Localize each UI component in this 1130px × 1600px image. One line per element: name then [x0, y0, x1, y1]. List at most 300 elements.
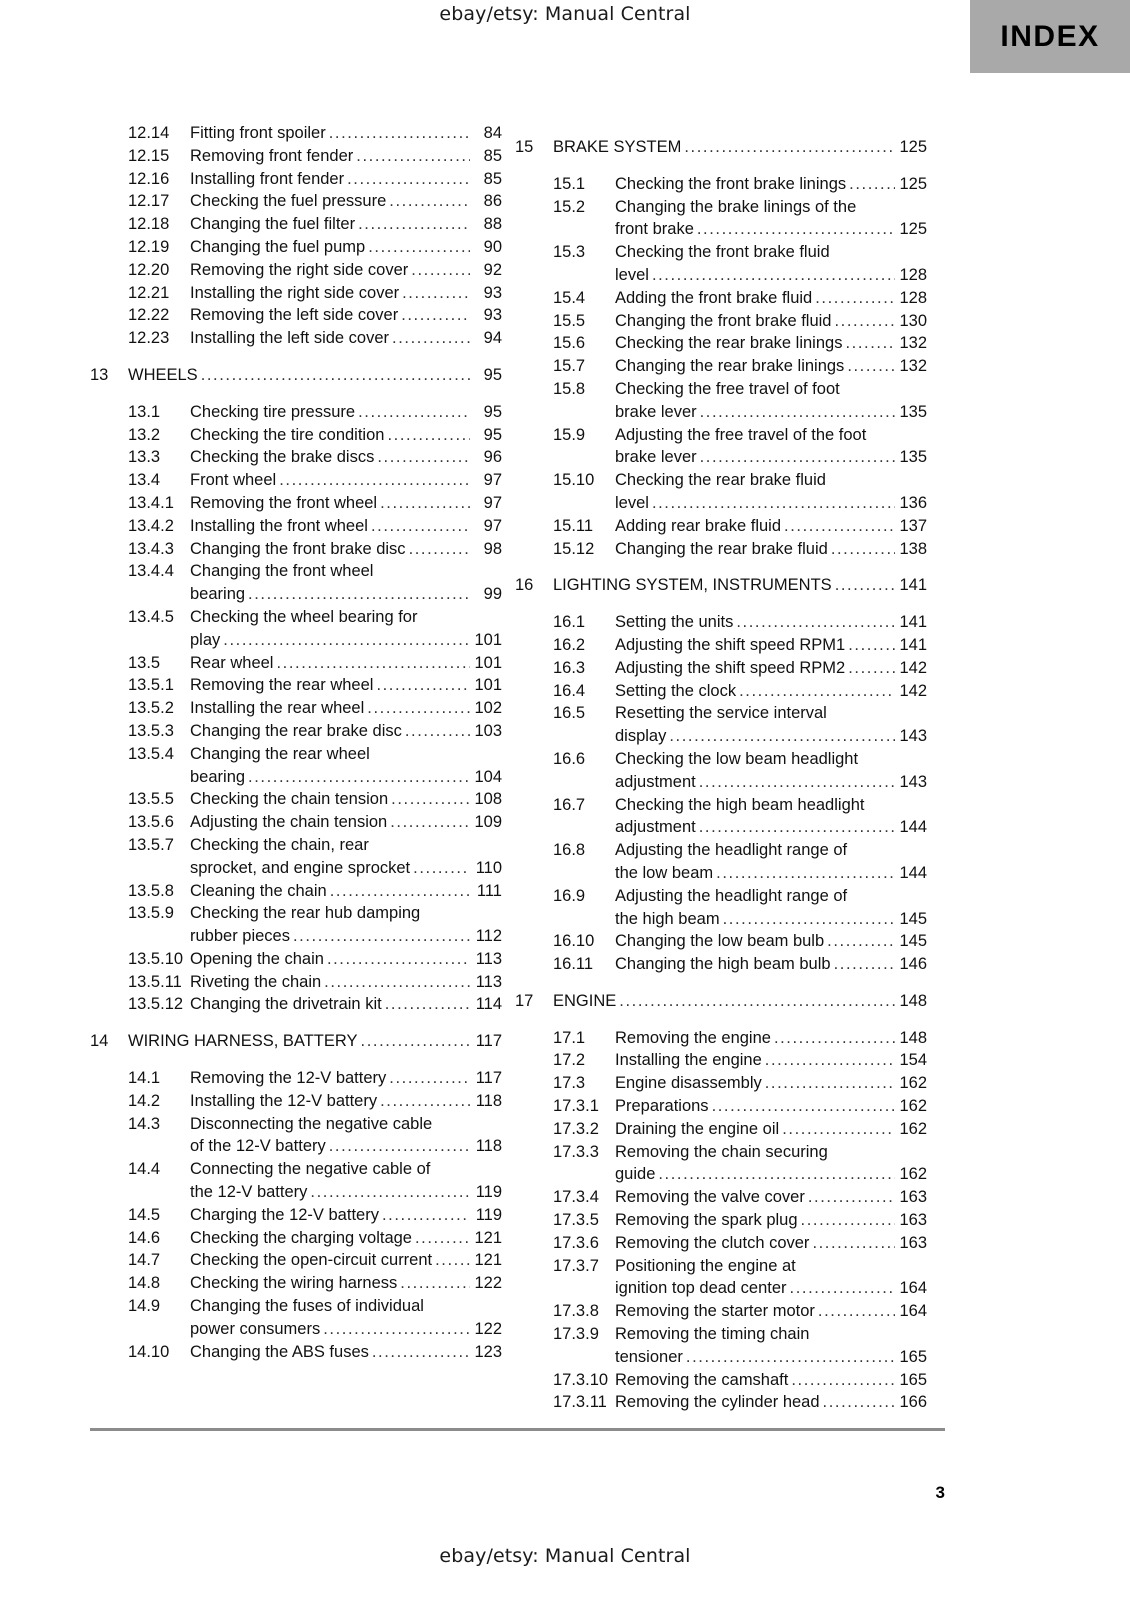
toc-entry-line — [615, 492, 927, 515]
toc-entry-title-block — [615, 1369, 927, 1392]
toc-entry-page: 113 — [475, 972, 502, 991]
toc-entry[interactable] — [90, 1341, 502, 1364]
toc-entry[interactable] — [515, 1232, 927, 1255]
toc-entry-number: 15.2 — [553, 197, 586, 216]
toc-entry[interactable] — [90, 469, 502, 492]
toc-entry-number: 16.6 — [553, 749, 586, 768]
toc-entry[interactable] — [515, 310, 927, 333]
toc-entry-title-block — [615, 794, 927, 840]
toc-entry[interactable] — [515, 990, 927, 1013]
toc-leader-dots — [248, 583, 470, 606]
toc-entry-page: 88 — [483, 215, 502, 234]
toc-entry-title: Changing the front brake fluid — [615, 311, 832, 330]
toc-entry-lines — [615, 1369, 927, 1392]
toc-entry-title: Removing the cylinder head — [615, 1393, 820, 1412]
toc-entry[interactable] — [515, 839, 927, 885]
toc-entry-page: 108 — [474, 790, 502, 809]
toc-entry-line — [190, 424, 502, 447]
toc-entry[interactable] — [515, 287, 927, 310]
toc-entry-lines — [615, 1300, 927, 1323]
toc-entry-lines — [615, 1255, 927, 1301]
toc-leader-dots — [368, 236, 470, 259]
toc-entry[interactable] — [90, 993, 502, 1016]
toc-entry-title: Changing the ABS fuses — [190, 1342, 369, 1361]
toc-entry-lines — [190, 697, 502, 720]
toc-entry-line — [190, 1181, 502, 1204]
toc-entry[interactable] — [90, 743, 502, 789]
toc-entry-title: Opening the chain — [190, 949, 324, 968]
toc-entry[interactable] — [90, 971, 502, 994]
toc-entry[interactable] — [90, 1158, 502, 1204]
toc-entry-lines — [190, 190, 502, 213]
toc-entry[interactable] — [90, 1295, 502, 1341]
toc-entry-title: Removing the timing chain — [615, 1325, 810, 1344]
toc-leader-dots — [324, 971, 470, 994]
toc-entry[interactable] — [515, 173, 927, 196]
toc-entry-number: 14.6 — [128, 1228, 161, 1247]
toc-entry-title: play — [190, 630, 221, 649]
toc-entry-title-block — [615, 1118, 927, 1141]
toc-entry-title: Changing the fuel pump — [190, 237, 366, 256]
toc-entry-number: 13.5.6 — [128, 813, 174, 832]
toc-entry-title: Adjusting the headlight range of — [615, 886, 848, 905]
toc-entry[interactable] — [90, 1204, 502, 1227]
toc-entry-number: 12.21 — [128, 283, 170, 302]
toc-entry-title: Setting the units — [615, 613, 734, 632]
toc-entry[interactable] — [90, 834, 502, 880]
toc-entry-title: Checking tire pressure — [190, 402, 356, 421]
toc-entry-lines — [190, 168, 502, 191]
toc-leader-dots — [784, 515, 895, 538]
toc-entry-lines — [615, 1049, 927, 1072]
toc-entry-title: Installing the rear wheel — [190, 699, 365, 718]
toc-leader-dots — [849, 173, 895, 196]
toc-entry-number: 17.3.5 — [553, 1211, 599, 1230]
toc-leader-dots — [361, 1030, 470, 1053]
toc-entry[interactable] — [515, 196, 927, 242]
toc-entry-number: 13.5.9 — [128, 904, 174, 923]
toc-entry[interactable] — [90, 606, 502, 652]
toc-leader-dots — [358, 213, 470, 236]
toc-entry[interactable] — [90, 1067, 502, 1090]
toc-entry-lines — [615, 1209, 927, 1232]
toc-entry-lines — [190, 902, 502, 948]
toc-leader-dots — [669, 725, 895, 748]
toc-entry-line — [190, 1341, 502, 1364]
toc-entry-number: 13.5.2 — [128, 699, 174, 718]
toc-entry-title-block — [615, 702, 927, 748]
toc-entry[interactable] — [90, 282, 502, 305]
toc-entry-title-block — [190, 993, 502, 1016]
toc-leader-dots — [405, 720, 470, 743]
toc-entry[interactable] — [90, 811, 502, 834]
toc-entry-title-block — [190, 446, 502, 469]
toc-entry-page: 145 — [899, 909, 927, 928]
toc-entry-line — [190, 145, 502, 168]
toc-entry[interactable] — [515, 332, 927, 355]
toc-entry-title: tensioner — [615, 1347, 683, 1366]
toc-entry-title: Checking the brake discs — [190, 448, 375, 467]
toc-entry-title: Changing the fuses of individual — [190, 1297, 424, 1316]
toc-leader-dots — [827, 930, 895, 953]
toc-entry-number: 16.1 — [553, 613, 586, 632]
toc-entry-line — [615, 725, 927, 748]
toc-entry-number: 14.7 — [128, 1251, 161, 1270]
toc-entry-line — [615, 657, 927, 680]
toc-entry-title-block — [615, 1391, 927, 1414]
toc-entry-line — [190, 606, 502, 629]
toc-entry-number: 15.11 — [553, 516, 594, 535]
toc-entry-page: 132 — [899, 334, 927, 353]
toc-entry-line — [615, 1323, 927, 1346]
toc-entry-lines — [190, 971, 502, 994]
toc-entry-title: Fitting front spoiler — [190, 124, 326, 142]
toc-entry-line — [615, 885, 927, 908]
toc-entry-title: rubber pieces — [190, 927, 290, 946]
toc-entry-title: adjustment — [615, 772, 696, 791]
toc-entry[interactable] — [515, 1049, 927, 1072]
toc-leader-dots — [736, 611, 895, 634]
toc-entry-lines — [190, 720, 502, 743]
toc-entry-title: Changing the high beam bulb — [615, 955, 831, 974]
toc-entry[interactable] — [90, 1113, 502, 1159]
toc-entry-number: 16.5 — [553, 704, 586, 723]
toc-entry-title-block — [615, 1141, 927, 1187]
toc-entry-line — [190, 122, 502, 145]
toc-entry[interactable] — [515, 611, 927, 634]
toc-entry-number: 17.3 — [553, 1074, 586, 1093]
toc-entry-page: 99 — [483, 585, 502, 604]
toc-entry[interactable] — [515, 1209, 927, 1232]
toc-entry-title-block — [615, 196, 927, 242]
toc-entry-line — [615, 241, 927, 264]
toc-entry-title: Changing the rear brake fluid — [615, 539, 828, 558]
toc-leader-dots — [387, 424, 470, 447]
toc-entry[interactable] — [515, 241, 927, 287]
toc-entry[interactable] — [515, 748, 927, 794]
toc-entry-lines — [615, 241, 927, 287]
toc-entry[interactable] — [90, 515, 502, 538]
toc-entry[interactable] — [515, 1391, 927, 1414]
toc-entry[interactable] — [515, 355, 927, 378]
toc-entry-number: 12.15 — [128, 146, 170, 165]
toc-entry[interactable] — [90, 652, 502, 675]
toc-entry[interactable] — [90, 948, 502, 971]
toc-leader-dots — [619, 990, 895, 1013]
toc-entry[interactable] — [90, 880, 502, 903]
toc-entry[interactable] — [515, 657, 927, 680]
toc-entry[interactable] — [515, 1300, 927, 1323]
toc-entry-number: 15.4 — [553, 288, 586, 307]
toc-entry[interactable] — [515, 702, 927, 748]
toc-entry[interactable] — [515, 794, 927, 840]
toc-entry-number: 16.2 — [553, 635, 586, 654]
toc-entry-title: Changing the low beam bulb — [615, 932, 825, 951]
toc-entry-line — [615, 1027, 927, 1050]
toc-entry-number: 16.3 — [553, 658, 586, 677]
toc-entry-title: Positioning the engine at — [615, 1256, 796, 1275]
toc-entry-lines — [190, 446, 502, 469]
toc-leader-dots — [790, 1277, 895, 1300]
toc-entry-title-block — [615, 1095, 927, 1118]
toc-entry[interactable] — [515, 1072, 927, 1095]
toc-entry[interactable] — [90, 492, 502, 515]
toc-entry-title: Changing the front wheel — [190, 562, 374, 581]
toc-entry-title-block — [615, 241, 927, 287]
toc-entry[interactable] — [90, 259, 502, 282]
toc-entry-lines — [615, 1027, 927, 1050]
toc-entry[interactable] — [515, 885, 927, 931]
index-tab — [970, 0, 1130, 73]
toc-entry-page: 162 — [899, 1119, 927, 1138]
toc-entry-title: Checking the wheel bearing for — [190, 607, 418, 626]
toc-entry-lines — [128, 1030, 502, 1053]
toc-entry-title-block — [190, 1067, 502, 1090]
toc-leader-dots — [848, 634, 895, 657]
toc-entry-line — [615, 634, 927, 657]
toc-entry-title-block — [615, 748, 927, 794]
toc-entry-page: 96 — [483, 448, 502, 467]
toc-entry-line — [190, 720, 502, 743]
toc-entry-page: 136 — [899, 493, 927, 512]
toc-entry-lines — [615, 469, 927, 515]
toc-leader-dots — [330, 880, 470, 903]
toc-entry-title-block — [190, 880, 502, 903]
toc-entry[interactable] — [90, 364, 502, 387]
toc-entry-line — [615, 310, 927, 333]
toc-entry-line — [615, 1369, 927, 1392]
toc-entry[interactable] — [515, 424, 927, 470]
header-watermark: ebay/etsy: Manual Central — [439, 3, 691, 25]
toc-entry-title: level — [615, 265, 649, 284]
toc-leader-dots — [402, 282, 470, 305]
toc-entry-title: Removing the rear wheel — [190, 676, 374, 695]
toc-entry[interactable] — [90, 190, 502, 213]
toc-entry[interactable] — [90, 1249, 502, 1272]
toc-leader-dots — [848, 657, 895, 680]
toc-entry-line — [190, 282, 502, 305]
toc-leader-dots — [413, 857, 470, 880]
toc-entry-title-block — [190, 190, 502, 213]
toc-entry-title: Removing the left side cover — [190, 306, 399, 325]
toc-entry-line — [615, 378, 927, 401]
toc-entry-line — [190, 788, 502, 811]
toc-leader-dots — [801, 1209, 895, 1232]
footer-watermark: ebay/etsy: Manual Central — [439, 1545, 691, 1567]
toc-entry-page: 125 — [899, 220, 927, 239]
toc-entry-number: 12.14 — [128, 124, 170, 142]
toc-entry-line — [190, 1067, 502, 1090]
toc-entry-lines — [190, 492, 502, 515]
toc-entry[interactable] — [515, 1141, 927, 1187]
toc-entry-page: 109 — [474, 813, 502, 832]
toc-entry-title: LIGHTING SYSTEM, INSTRUMENTS — [553, 576, 832, 595]
toc-entry[interactable] — [90, 902, 502, 948]
toc-entry-title-block — [190, 811, 502, 834]
toc-entry-page: 166 — [899, 1393, 927, 1412]
toc-entry[interactable] — [90, 168, 502, 191]
toc-entry[interactable] — [90, 213, 502, 236]
toc-entry-title: of the 12-V battery — [190, 1137, 326, 1156]
toc-leader-dots — [716, 862, 895, 885]
toc-entry-number: 12.18 — [128, 215, 170, 234]
toc-entry-title-block — [190, 236, 502, 259]
toc-entry-title-block — [190, 788, 502, 811]
toc-entry-number: 17.1 — [553, 1028, 586, 1047]
toc-leader-dots — [835, 574, 895, 597]
toc-entry-page: 135 — [899, 448, 927, 467]
toc-entry[interactable] — [90, 424, 502, 447]
toc-entry-page: 142 — [899, 658, 927, 677]
toc-entry-line — [615, 218, 927, 241]
toc-entry-number: 12.22 — [128, 306, 170, 325]
toc-entry[interactable] — [515, 538, 927, 561]
toc-entry-title: Riveting the chain — [190, 972, 322, 991]
toc-entry-page: 122 — [474, 1319, 502, 1338]
toc-entry-number: 15.8 — [553, 379, 586, 398]
toc-leader-dots — [372, 1341, 470, 1364]
toc-entry-title-block — [190, 469, 502, 492]
toc-entry-title: the low beam — [615, 863, 714, 882]
toc-entry[interactable] — [90, 304, 502, 327]
toc-column-right — [515, 122, 927, 1414]
toc-entry[interactable] — [515, 1095, 927, 1118]
toc-entry-lines — [190, 1204, 502, 1227]
toc-entry-lines — [615, 839, 927, 885]
toc-entry[interactable] — [90, 1090, 502, 1113]
toc-entry-page: 125 — [899, 138, 927, 156]
toc-entry-line — [615, 839, 927, 862]
toc-entry[interactable] — [90, 145, 502, 168]
toc-entry-line — [615, 794, 927, 817]
toc-entry-lines — [190, 304, 502, 327]
toc-entry-lines — [615, 196, 927, 242]
toc-entry[interactable] — [515, 930, 927, 953]
toc-entry-title: Draining the engine oil — [615, 1119, 780, 1138]
toc-entry-line — [553, 574, 927, 597]
toc-entry-title: Checking the charging voltage — [190, 1228, 412, 1247]
toc-entry-line — [615, 611, 927, 634]
toc-entry-page: 141 — [899, 613, 927, 632]
toc-entry[interactable] — [90, 560, 502, 606]
toc-entry-number: 12.20 — [128, 260, 170, 279]
toc-entry-title-block — [128, 1030, 502, 1053]
toc-entry[interactable] — [90, 1272, 502, 1295]
toc-entry-title: Removing the right side cover — [190, 260, 409, 279]
toc-entry-line — [615, 908, 927, 931]
toc-entry[interactable] — [90, 720, 502, 743]
toc-entry-page: 113 — [475, 949, 502, 968]
toc-entry-title: Adding rear brake fluid — [615, 516, 782, 535]
toc-entry-lines — [190, 213, 502, 236]
toc-entry[interactable] — [90, 401, 502, 424]
toc-entry-title: Removing the starter motor — [615, 1302, 815, 1321]
toc-entry[interactable] — [515, 680, 927, 703]
toc-entry[interactable] — [90, 446, 502, 469]
toc-entry-line — [615, 538, 927, 561]
toc-entry-number: 12.19 — [128, 237, 170, 256]
toc-entry-lines — [615, 1072, 927, 1095]
toc-entry[interactable] — [90, 1227, 502, 1250]
toc-entry[interactable] — [515, 469, 927, 515]
toc-entry-lines — [190, 1113, 502, 1159]
toc-entry-lines — [190, 1341, 502, 1364]
toc-entry[interactable] — [90, 236, 502, 259]
toc-entry[interactable] — [515, 1255, 927, 1301]
toc-entry-title: Checking the rear brake linings — [615, 334, 843, 353]
toc-entry[interactable] — [515, 1186, 927, 1209]
toc-entry-line — [190, 213, 502, 236]
toc-entry[interactable] — [515, 574, 927, 597]
toc-entry[interactable] — [515, 1118, 927, 1141]
toc-entry-title: front brake — [615, 220, 694, 239]
toc-entry-lines — [615, 1141, 927, 1187]
toc-leader-dots — [358, 401, 470, 424]
toc-entry-line — [190, 1204, 502, 1227]
toc-entry-title: Checking the fuel pressure — [190, 192, 387, 211]
toc-entry-lines — [615, 1186, 927, 1209]
toc-leader-dots — [782, 1118, 895, 1141]
toc-entry-number: 13.5.5 — [128, 790, 174, 809]
toc-entry[interactable] — [90, 788, 502, 811]
toc-entry[interactable] — [90, 122, 502, 145]
toc-entry-number: 13.4.5 — [128, 607, 174, 626]
toc-entry-lines — [615, 657, 927, 680]
toc-leader-dots — [390, 811, 470, 834]
toc-entry-title-block — [615, 930, 927, 953]
toc-entry-line — [190, 469, 502, 492]
toc-entry-lines — [190, 424, 502, 447]
toc-entry[interactable] — [515, 515, 927, 538]
toc-entry-page: 141 — [899, 635, 927, 654]
toc-entry-page: 125 — [899, 174, 927, 193]
toc-entry-title-block — [615, 1232, 927, 1255]
toc-entry-line — [615, 287, 927, 310]
toc-entry[interactable] — [90, 697, 502, 720]
toc-entry-title-block — [553, 136, 927, 159]
toc-entry-line — [615, 401, 927, 424]
toc-entry-title-block — [190, 492, 502, 515]
toc-entry-number: 12.16 — [128, 169, 170, 188]
toc-entry-number: 13.4.1 — [128, 493, 174, 512]
toc-entry-lines — [190, 1272, 502, 1295]
toc-entry[interactable] — [515, 634, 927, 657]
toc-entry[interactable] — [515, 953, 927, 976]
toc-entry[interactable] — [90, 538, 502, 561]
toc-entry[interactable] — [90, 1030, 502, 1053]
toc-entry-lines — [615, 355, 927, 378]
toc-entry[interactable] — [515, 378, 927, 424]
toc-entry-page: 163 — [899, 1188, 927, 1207]
toc-entry-lines — [190, 788, 502, 811]
toc-entry-lines — [190, 122, 502, 145]
toc-entry-line — [190, 766, 502, 789]
toc-entry-title: Setting the clock — [615, 681, 737, 700]
toc-entry-title-block — [615, 538, 927, 561]
toc-entry[interactable] — [515, 1323, 927, 1369]
toc-leader-dots — [367, 697, 470, 720]
toc-entry[interactable] — [90, 327, 502, 350]
toc-entry-title-block — [615, 657, 927, 680]
toc-entry-title-block — [190, 902, 502, 948]
toc-entry[interactable] — [515, 1369, 927, 1392]
toc-entry[interactable] — [515, 1027, 927, 1050]
toc-entry[interactable] — [515, 136, 927, 159]
toc-entry[interactable] — [90, 674, 502, 697]
toc-leader-dots — [391, 788, 470, 811]
toc-entry-line — [190, 629, 502, 652]
toc-entry-lines — [190, 674, 502, 697]
